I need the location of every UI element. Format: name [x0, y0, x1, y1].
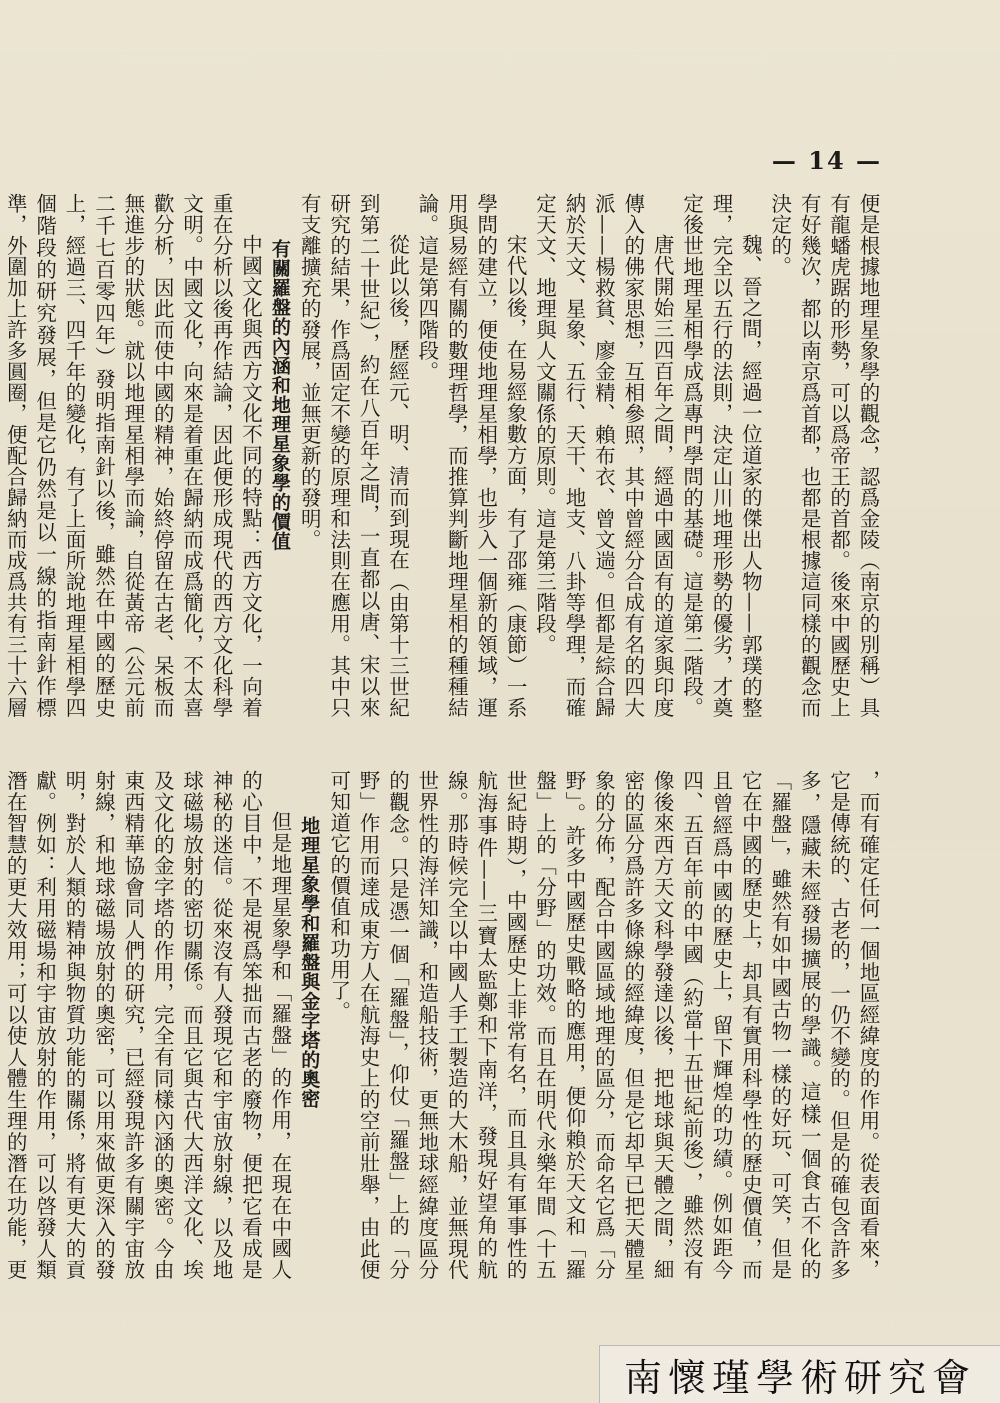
upper-text-block — [3, 193, 882, 718]
paragraph: 唐代開始三四百年之間，經過中國固有的道家與印度傳入的佛家思想，互相參照，其中曾經分合成有名的四大派——楊救貧、廖金精、賴布衣、曾文遄。但都是綜合歸納於天文、星象、五行、天干、地支、八卦等學理，而確定天文、地理與人文關係的原則。這是第三階段。 — [532, 193, 675, 718]
watermark-text: 南懷瑾學術研究會 — [623, 1356, 976, 1400]
paragraph: 宋代以後，在易經象數方面，有了邵雍（康節）一系學問的建立，便使地理星相學，也步入一個新的領域，運用與易經有關的數理哲學，而推算判斷地理星相的種種結論。這是第四階段。 — [414, 193, 528, 718]
page-number: — 14 — — [771, 146, 882, 175]
paragraph: 便是根據地理星象學的觀念，認爲金陵（南京的別稱）具有龍蟠虎踞的形勢，可以爲帝王的首都。後來中國歷史上有好幾次，都以南京爲首都，也都是根據這同樣的觀念而決定的。 — [767, 193, 880, 718]
section-heading: 有關羅盤的內涵和地理星象學的價值 — [268, 238, 291, 551]
paragraph: 中國文化與西方文化不同的特點：西方文化，一向着重在分析以後再作結論，因此便形成現代的西方文化科學文明。中國文化，向來是着重在歸納而成爲簡化，不太喜歡分析，因此而使中國的精神，始終停留在古老、呆板而無進步的狀態。就以地理星相學而論，自從黃帝（公元前二千七百零四年）發明指南針以後，雖然在中國的歷史上，經過三、四千年的變化，有了上面所說地理星相學四個階段的研究發展，但是它仍然是以一線的指南針作標準，外圍加上許多圓圈，便配合歸納而成爲共有三十六層 — [3, 193, 263, 718]
paragraph: 魏、晉之間，經過一位道家的傑出人物——郭璞的整理，完全以五行的法則，決定山川地理形勢的優劣，才奠定後世地理星相學成爲專門學問的基礎。這是第二階段。 — [679, 193, 763, 718]
paragraph: ，而有確定任何一個地區經緯度的作用。從表面看來，它是傳統的、古老的，一仍不變的。但是的確包含許多多，隱藏未經發揚擴展的學識。這樣一個食古不化的「羅盤」，雖然有如中國古物一樣的好玩、可笑，但是它在中國的歷史上，却具有實用科學性的歷史價值，而且曾經爲中國的歷史上，留下輝煌的功績。例如距今四、五百年前的中國（約當十五世紀前後），雖然沒有像後來西方天文科學發達以後，把地球與天體之間，細密的區分爲許多條線的經緯度，但是它却早已把天體星象的分佈，配合中國區域地理的區分，而命名它爲「分野」。許多中國歷史戰略的應用，便仰賴於天文和「羅盤」上的「分野」的功效。而且在明代永樂年間（十五世紀時期），中國歷史上非常有名，而且具有軍事性的航海事件——三寶太監鄭和下南洋，發現好望角的航線。那時候完全以中國人手工製造的大木船，並無現代世界性的海洋知識，和造船技術，更無地球經緯度區分的觀念。只是憑一個「羅盤」，仰仗「羅盤」上的「分野」作用而達成東方人在航海史上的空前壯舉，由此便可知道它的價值和功用了。 — [326, 770, 880, 1280]
section-heading: 地理星象學和羅盤與金字塔的奧密 — [298, 815, 321, 1109]
lower-text-block — [3, 770, 882, 1280]
paragraph: 但是地理星象學和「羅盤」的作用，在現在中國人的心目中，不是視爲笨拙而古老的廢物，便把它看成是神秘的迷信。從來沒有人發現它和宇宙放射線，以及地球磁場放射的密切關係。而且它與古代大西洋文化、埃及文化的金字塔的作用，完全有同樣內涵的奧密。今由東西精華協會同人們的研究，已經發現許多有關宇宙放射線，和地球磁場放射的奧密，可以用來做更深入的發明，對於人類的精神與物質功能的關係，將有更大的貢獻。例如：利用磁場和宇宙放射的作用，可以啓發人類潛在智慧的更大效用；可以使人體生理的潛在功能，更 — [3, 770, 292, 1280]
watermark-stamp — [599, 1345, 1000, 1403]
paragraph: 從此以後，歷經元、明、清而到現在（由第十三世紀到第二十世紀），約在八百年之間，一直都以唐、宋以來研究的結果，作爲固定不變的原理和法則在應用。其中只有支離擴充的發展，並無更新的發明。 — [297, 193, 410, 718]
